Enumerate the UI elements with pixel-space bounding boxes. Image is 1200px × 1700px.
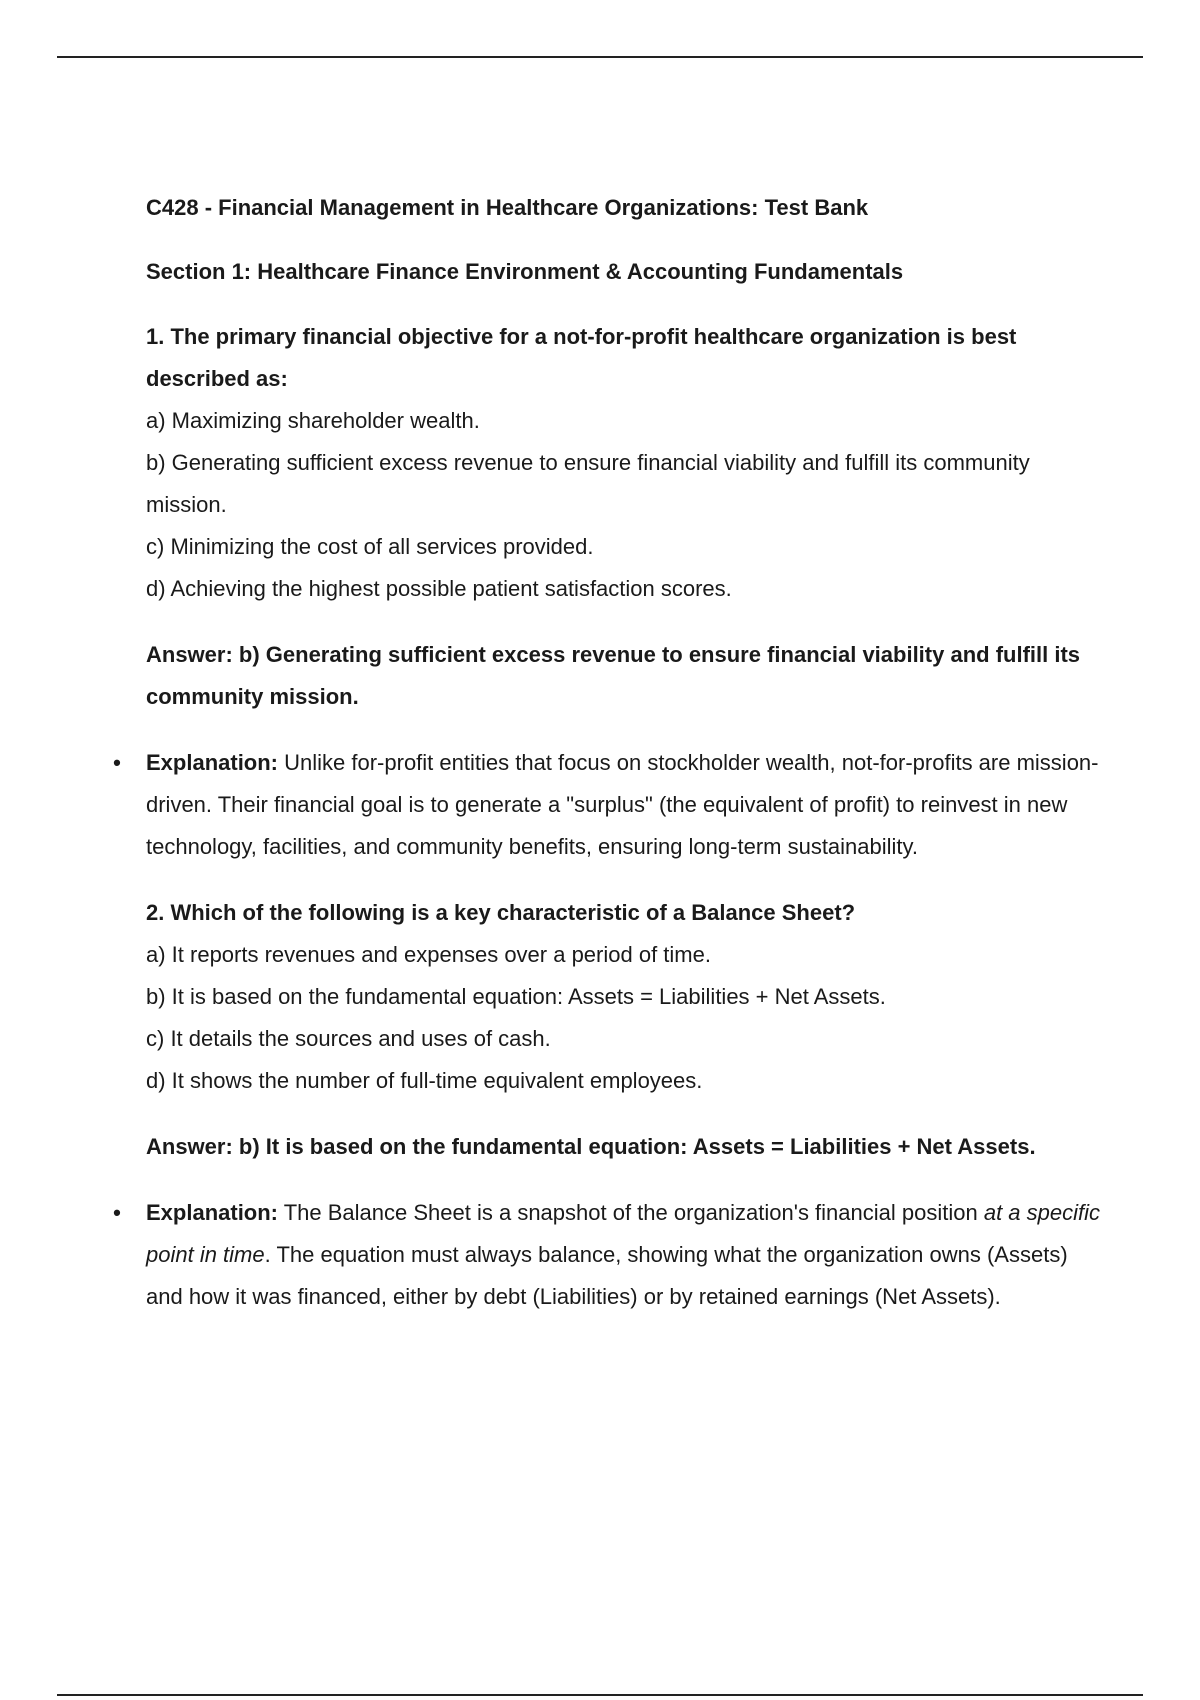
explanation-text-start: The Balance Sheet is a snapshot of the organization's financial position (283, 1200, 978, 1225)
question-2-option-a: a) It reports revenues and expenses over a period of time. (146, 942, 711, 967)
question-1-answer: Answer: b) Generating sufficient excess revenue to ensure financial viability and fulfill its community mission. (146, 642, 1081, 709)
bottom-rule (57, 1694, 1143, 1696)
question-1-option-a: a) Maximizing shareholder wealth. (146, 408, 480, 433)
question-1-text: 1. The primary financial objective for a not-for-profit healthcare organization is best described as: (146, 324, 1017, 391)
explanation-label: Explanation: (146, 750, 279, 775)
document-title: C428 - Financial Management in Healthcare Organizations: Test Bank (146, 195, 869, 220)
question-1-explanation (113, 742, 1106, 868)
question-2-option-c: c) It details the sources and uses of cash. (146, 1026, 551, 1051)
question-2-text: 2. Which of the following is a key characteristic of a Balance Sheet? (146, 900, 856, 925)
question-1-option-c: c) Minimizing the cost of all services provided. (146, 534, 594, 559)
question-block-2 (113, 892, 1106, 1318)
bullet-icon: • (113, 1200, 121, 1225)
question-2-option-b: b) It is based on the fundamental equation: Assets = Liabilities + Net Assets. (146, 984, 886, 1009)
explanation-text-end: . The equation must always balance, showing what the organization owns (Assets) and how it was financed, either by debt (Liabilities) or by retained earnings (Net Assets). (146, 1242, 1068, 1309)
question-1-option-b: b) Generating sufficient excess revenue to ensure financial viability and fulfill its community mission. (146, 450, 1030, 517)
explanation-text-italic: at a specific point in time (146, 1200, 1101, 1267)
question-1-option-d: d) Achieving the highest possible patient satisfaction scores. (146, 576, 732, 601)
question-2-option-d: d) It shows the number of full-time equivalent employees. (146, 1068, 703, 1093)
top-rule (57, 56, 1143, 58)
section-heading: Section 1: Healthcare Finance Environment & Accounting Fundamentals (146, 259, 904, 284)
page-content (113, 188, 1106, 1318)
question-block-1 (113, 316, 1106, 868)
bullet-icon: • (113, 750, 121, 775)
question-2-answer: Answer: b) It is based on the fundamental equation: Assets = Liabilities + Net Assets. (146, 1134, 1036, 1159)
explanation-text: Unlike for-profit entities that focus on stockholder wealth, not-for-profits are mission-driven. Their financial goal is to generate a "surplus" (the equivalent of profit) to reinvest in new technology, facilities, and community benefits, ensuring long-term sustainability. (146, 750, 1099, 859)
explanation-label: Explanation: (146, 1200, 279, 1225)
question-2-explanation (113, 1192, 1106, 1318)
